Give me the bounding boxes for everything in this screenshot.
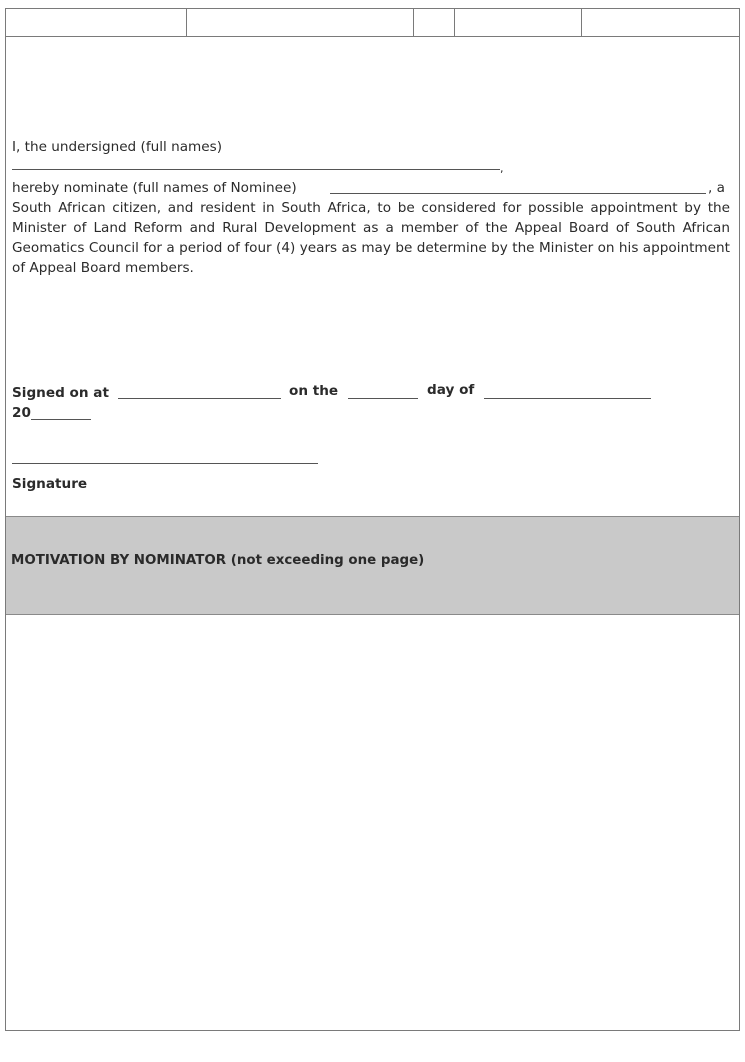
day-of-label: day of	[427, 382, 475, 398]
on-the-label: on the	[289, 383, 339, 399]
header-cell	[6, 9, 187, 36]
header-cell	[413, 9, 455, 36]
header-cell	[186, 9, 414, 36]
signature-line[interactable]	[12, 463, 318, 464]
motivation-heading: MOTIVATION BY NOMINATOR (not exceeding one page)	[11, 553, 425, 568]
undersigned-comma: ,	[500, 162, 504, 175]
nominee-name-line[interactable]	[330, 193, 706, 194]
place-line[interactable]	[118, 398, 281, 399]
undersigned-label: I, the undersigned (full names)	[12, 139, 223, 155]
signed-on-at-label: Signed on at	[12, 385, 109, 401]
motivation-text-area[interactable]	[6, 615, 739, 1030]
declaration-body: South African citizen, and resident in South Africa, to be considered for possible appointment by the Minister of Land Reform and Rural Development as a member of the Appeal Board of South African Geomatics Council for a period of four (4) years as may be determine by the Minister on his appointment of Appeal Board members.	[12, 200, 730, 276]
undersigned-name-line[interactable]	[12, 169, 500, 170]
nominate-label: hereby nominate (full names of Nominee)	[12, 180, 297, 196]
year-prefix: 20	[12, 405, 31, 421]
month-line[interactable]	[484, 398, 651, 399]
nominate-tail: , a	[708, 180, 725, 196]
signature-label: Signature	[12, 476, 88, 492]
form-frame	[5, 8, 740, 1031]
header-cell	[454, 9, 582, 36]
year-line[interactable]	[31, 419, 91, 420]
motivation-header-band	[6, 516, 739, 615]
day-number-line[interactable]	[348, 398, 418, 399]
header-table-row	[6, 9, 739, 37]
